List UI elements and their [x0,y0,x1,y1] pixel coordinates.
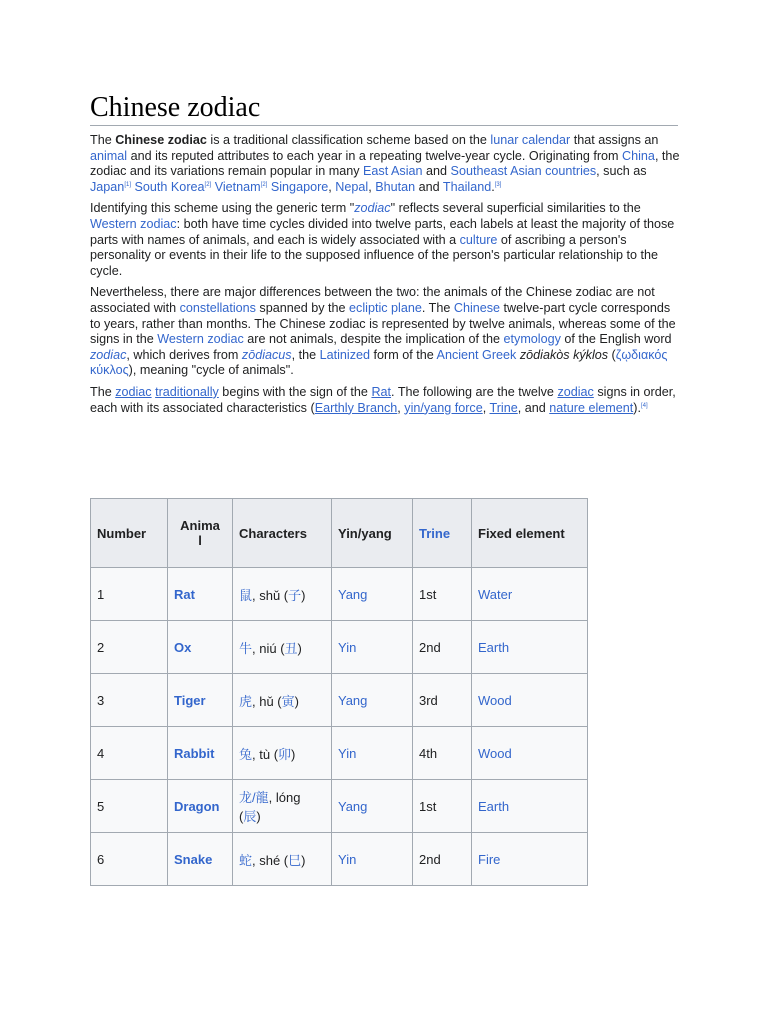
link-zodiac-3[interactable]: zodiac [115,384,152,399]
cell-element [472,727,588,780]
link-animal-tiger[interactable]: Tiger [174,692,206,708]
cell-animal [168,621,233,674]
link-bhutan[interactable]: Bhutan [375,179,416,194]
text: is a traditional classification scheme based on the [206,133,491,147]
header-animal-line2: l [198,533,202,548]
link-branch-character[interactable]: 寅 [281,693,295,709]
text: spanned by the [255,300,350,315]
pinyin-text: , tù ( [252,746,279,762]
table-row [91,568,588,621]
link-character[interactable]: 龙/龍 [239,790,269,805]
table-row [91,674,588,727]
cell-trine: 2nd [413,621,472,674]
page-title: Chinese zodiac [90,92,261,123]
cell-yin-yang [332,621,413,674]
cell-trine: 1st [413,780,472,833]
link-zodiacus[interactable] [242,348,292,362]
cell-animal [168,780,233,833]
cell-number: 1 [91,568,168,621]
link-vietnam[interactable]: Vietnam [214,179,261,194]
link-etymology[interactable]: etymology [503,332,561,347]
article-body [90,133,680,422]
text: , [482,400,490,415]
citation-4[interactable]: [4] [640,402,648,409]
link-southeast-asian[interactable]: Southeast Asian countries [450,164,597,179]
link-lunar-calendar[interactable]: lunar calendar [490,133,571,147]
cell-number: 6 [91,833,168,886]
link-element[interactable]: Earth [478,639,510,655]
text: . [491,179,495,194]
header-fixed-element: Fixed element [472,499,588,568]
table-row [91,780,588,833]
table-header-row [91,499,588,568]
citation-2b[interactable]: [2] [260,181,268,188]
cell-animal [168,674,233,727]
link-yin-yang[interactable]: Yang [338,798,368,814]
link-rat[interactable]: Rat [371,384,392,399]
cell-element [472,674,588,727]
link-character[interactable]: 牛 [239,640,253,656]
link-yin-yang[interactable]: Yin [338,851,357,867]
pinyin-text: , shǔ ( [252,587,289,603]
text: , the zodiac and its variations remain popular in many [90,148,680,179]
link-singapore[interactable]: Singapore [270,179,329,194]
link-branch-character[interactable]: 卯 [278,746,292,762]
text: and [422,164,451,179]
cell-characters [233,833,332,886]
link-animal-dragon[interactable]: Dragon [174,798,220,814]
text: that assigns an [570,133,659,147]
text: The [90,133,116,147]
header-animal-line1: Anima [180,518,220,533]
citation-2[interactable]: [2] [204,181,212,188]
cell-number: 3 [91,674,168,727]
link-thailand[interactable]: Thailand [442,179,492,194]
link-western-zodiac-2[interactable]: Western zodiac [157,332,244,347]
cell-yin-yang [332,780,413,833]
link-character[interactable]: 兔 [239,746,253,762]
link-latinized[interactable]: Latinized [319,347,371,362]
cell-trine: 3rd [413,674,472,727]
link-ancient-greek[interactable]: Ancient Greek [436,347,517,362]
title-divider [90,125,678,126]
text: Nevertheless, there are major differences between the two: the animals of the Chinese zodiac are not associated with [90,285,655,315]
cell-trine: 2nd [413,833,472,886]
cell-trine: 1st [413,568,472,621]
link-character[interactable]: 蛇 [239,852,253,868]
text: are not animals, despite the implication of the [243,332,504,347]
link-traditionally[interactable]: traditionally [155,384,219,399]
link-text: zodiac [90,347,127,362]
text: The [90,384,116,399]
header-trine [413,499,472,568]
text: , [368,179,376,194]
link-japan[interactable]: Japan [90,179,125,194]
cell-animal [168,833,233,886]
link-trine[interactable]: Trine [489,400,518,415]
link-branch-character[interactable]: 巳 [288,852,302,868]
text: signs in order, each with its associated characteristics ( [90,384,676,415]
text: " reflects several superficial similarities to the [390,201,641,216]
pinyin-text: , hǔ ( [252,693,282,709]
cell-trine: 4th [413,727,472,780]
link-yin-yang[interactable]: Yang [338,586,368,602]
link-chinese[interactable]: Chinese [453,300,501,315]
signs-intro-paragraph [90,385,680,416]
cell-characters [233,568,332,621]
link-animal[interactable]: animal [90,148,128,163]
text: of ascribing a person's personality or events in their life to the supposed influence of the person's particular relationship to the cycle. [90,232,659,278]
link-south-korea[interactable]: South Korea [134,179,205,194]
link-animal-ox[interactable]: Ox [174,639,192,655]
cell-characters [233,727,332,780]
header-animal [168,499,233,568]
header-characters: Characters [233,499,332,568]
link-nature-element[interactable]: nature element [549,400,634,415]
text: ). [633,400,641,415]
cell-characters [233,780,332,833]
link-element[interactable]: Fire [478,851,501,867]
text: form of the [370,347,437,362]
link-trine-header[interactable]: Trine [419,525,451,541]
pinyin-text: , lóng ( [239,790,301,824]
cell-number: 5 [91,780,168,833]
text: of the English word [560,332,672,347]
link-animal-rabbit[interactable]: Rabbit [174,745,215,761]
zodiac-table [90,498,588,886]
link-animal-rat[interactable]: Rat [174,586,195,602]
link-text: zodiac [354,201,391,216]
link-branch-character[interactable]: 丑 [284,640,298,656]
header-number: Number [91,499,168,568]
link-character[interactable]: 虎 [239,693,253,709]
link-branch-character[interactable]: 辰 [243,809,257,824]
cell-animal [168,568,233,621]
greek-transliteration: zōdiakòs kýklos [519,347,609,362]
text: and [415,179,443,194]
header-yin-yang: Yin/yang [332,499,413,568]
link-china[interactable]: China [622,148,655,163]
cell-number: 4 [91,727,168,780]
text: , the [291,347,320,362]
cell-characters [233,674,332,727]
citation-1[interactable]: [1] [124,181,131,188]
link-western-zodiac[interactable]: Western zodiac [90,216,177,231]
link-yin-yang[interactable]: Yang [338,692,368,708]
link-zodiac[interactable] [354,201,390,215]
cell-yin-yang [332,727,413,780]
close-paren: ) [301,852,306,868]
pinyin-text: , niú ( [252,640,285,656]
link-yin-yang[interactable]: Yin [338,745,357,761]
terminology-paragraph [90,201,680,279]
link-element[interactable]: Water [478,586,513,602]
cell-characters [233,621,332,674]
link-ecliptic-plane[interactable]: ecliptic plane [349,300,422,315]
link-culture[interactable]: culture [459,232,498,247]
intro-paragraph [90,133,680,195]
link-nepal[interactable]: Nepal [335,179,369,194]
link-greek-term[interactable]: ζῳδιακός κύκλος [90,347,668,378]
link-element[interactable]: Wood [478,692,512,708]
close-paren: ) [256,809,261,824]
table-row [91,833,588,886]
text: and its reputed attributes to each year in a repeating twelve-year cycle. Originating from [127,148,623,163]
bold-term: Chinese zodiac [115,133,207,147]
cell-element [472,568,588,621]
link-yin-yang-force[interactable]: yin/yang force [404,400,483,415]
text: , such as [596,164,647,179]
table-row [91,621,588,674]
link-element[interactable]: Earth [478,798,510,814]
close-paren: ) [301,587,306,603]
cell-yin-yang [332,833,413,886]
text: twelve-part cycle corresponds to years, rather than months. The Chinese zodiac is represented by twelve animals, whereas some of the signs in the [90,300,676,347]
link-text: zōdiacus [241,347,292,362]
cell-element [472,833,588,886]
link-constellations[interactable]: constellations [179,300,256,315]
pinyin-text: , shé ( [252,852,289,868]
text: , which derives from [126,347,242,362]
link-element[interactable]: Wood [478,745,512,761]
text: , and [517,400,550,415]
text: begins with the sign of the [218,384,372,399]
text: Identifying this scheme using the generic term " [90,201,355,216]
text: . The following are the twelve [391,384,558,399]
cell-animal [168,727,233,780]
cell-element [472,621,588,674]
link-earthly-branch[interactable]: Earthly Branch [314,400,398,415]
link-animal-snake[interactable]: Snake [174,851,213,867]
link-east-asian[interactable]: East Asian [363,164,423,179]
text: ( [608,347,616,362]
cell-number: 2 [91,621,168,674]
link-character[interactable]: 鼠 [239,587,253,603]
table-row [91,727,588,780]
text: , [328,179,336,194]
close-paren: ) [297,640,302,656]
link-yin-yang[interactable]: Yin [338,639,357,655]
citation-3[interactable]: [3] [494,181,502,188]
cell-yin-yang [332,674,413,727]
link-zodiac-4[interactable]: zodiac [557,384,594,399]
cell-element [472,780,588,833]
text: ), meaning "cycle of animals". [128,363,294,378]
cell-yin-yang [332,568,413,621]
differences-paragraph [90,285,680,379]
close-paren: ) [294,693,299,709]
text: , [397,400,405,415]
text: : both have time cycles divided into twelve parts, each labels at least the majority of those parts with names of animals, and each is widely associated with a [90,216,675,247]
link-branch-character[interactable]: 子 [288,587,302,603]
link-zodiac-word[interactable] [90,348,126,362]
text: . The [421,300,454,315]
close-paren: ) [291,746,296,762]
